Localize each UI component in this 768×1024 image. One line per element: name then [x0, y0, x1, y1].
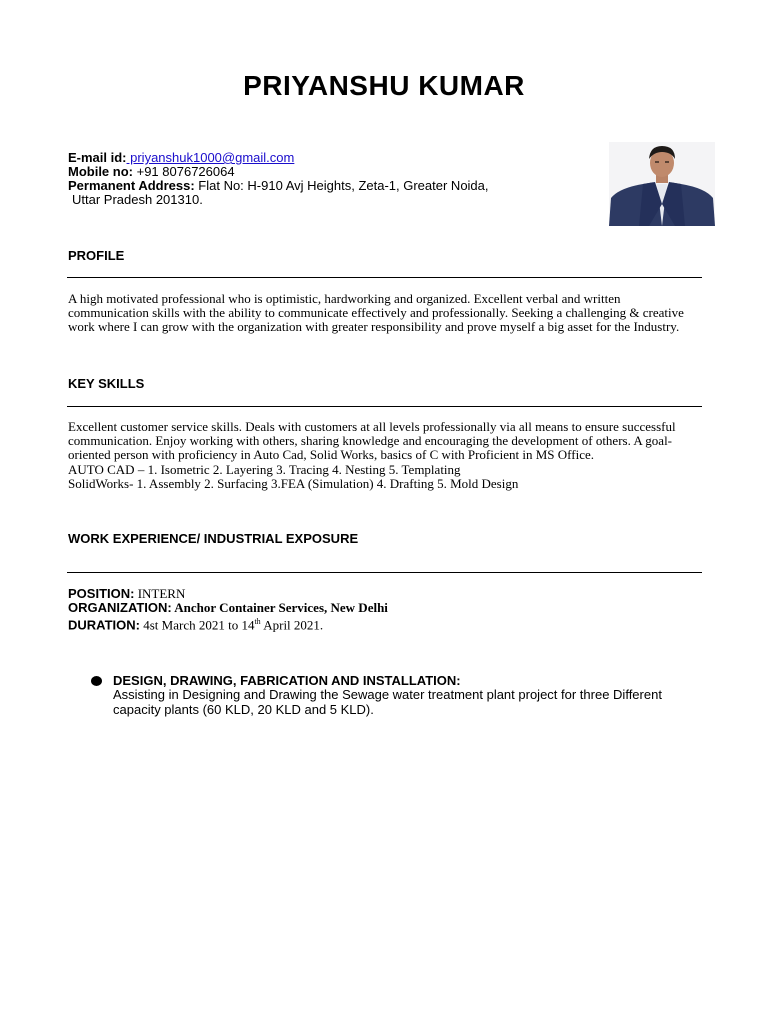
bullet-text: Assisting in Designing and Drawing the Sewage water treatment plant project for three Different capacity plants (60 KLD, 20 KLD and 5 KLD).: [113, 687, 662, 717]
skills-text: [68, 420, 704, 491]
duration-start: 4st March 2021 to 14: [139, 617, 255, 633]
organization-line: [68, 601, 388, 616]
address-value: Flat No: H-910 Avj Heights, Zeta-1, Greater Noida,: [194, 178, 489, 193]
skills-heading: KEY SKILLS: [68, 376, 145, 391]
position-label: POSITION:: [68, 586, 135, 601]
duration-sup: th: [254, 617, 261, 626]
address-line: [68, 178, 489, 193]
duration-label: DURATION:: [68, 617, 140, 633]
email-label: E-mail id:: [68, 150, 127, 165]
organization-value: Anchor Container Services, New Delhi: [171, 600, 388, 615]
mobile-label: Mobile no:: [68, 164, 133, 179]
address-line-2: Uttar Pradesh 201310.: [72, 192, 203, 207]
skills-solidworks: SolidWorks- 1. Assembly 2. Surfacing 3.FEA (Simulation) 4. Drafting 5. Mold Design: [68, 475, 519, 491]
duration-line: [68, 615, 323, 633]
profile-photo: [609, 142, 715, 226]
address-label: Permanent Address:: [68, 178, 195, 193]
email-line: [68, 150, 294, 165]
resume-name: PRIYANSHU KUMAR: [243, 70, 525, 101]
position-value: INTERN: [134, 586, 186, 601]
bullet-icon: [91, 676, 102, 686]
mobile-value: +91 8076726064: [133, 164, 235, 179]
skills-autocad: AUTO CAD – 1. Isometric 2. Layering 3. Tracing 4. Nesting 5. Templating: [68, 461, 461, 477]
experience-divider: [67, 572, 702, 573]
experience-heading: WORK EXPERIENCE/ INDUSTRIAL EXPOSURE: [68, 531, 359, 546]
email-link[interactable]: priyanshuk1000@gmail.com: [126, 150, 295, 165]
profile-text: A high motivated professional who is optimistic, hardworking and organized. Excellent verbal and written communication skills with the ability to communicate effectively and professionally. Seeking a challenging & creative work where I can grow with the organization with greater responsibility and prove myself a big asset for the Industry.: [68, 291, 684, 335]
skills-divider: [67, 406, 702, 407]
profile-divider: [67, 277, 702, 278]
skills-summary: Excellent customer service skills. Deals with customers at all levels professionally via all means to ensure successful communication. Enjoy working with others, sharing knowledge and encouraging the development of others. A goal-oriented person with proficiency in Auto Cad, Solid Works, basics of C with Proficient in MS Office.: [68, 419, 676, 463]
profile-heading: PROFILE: [68, 248, 125, 263]
organization-label: ORGANIZATION:: [68, 600, 172, 615]
duration-end: April 2021.: [260, 617, 324, 633]
mobile-line: [68, 164, 235, 179]
bullet-title: DESIGN, DRAWING, FABRICATION AND INSTALLATION:: [113, 673, 461, 688]
